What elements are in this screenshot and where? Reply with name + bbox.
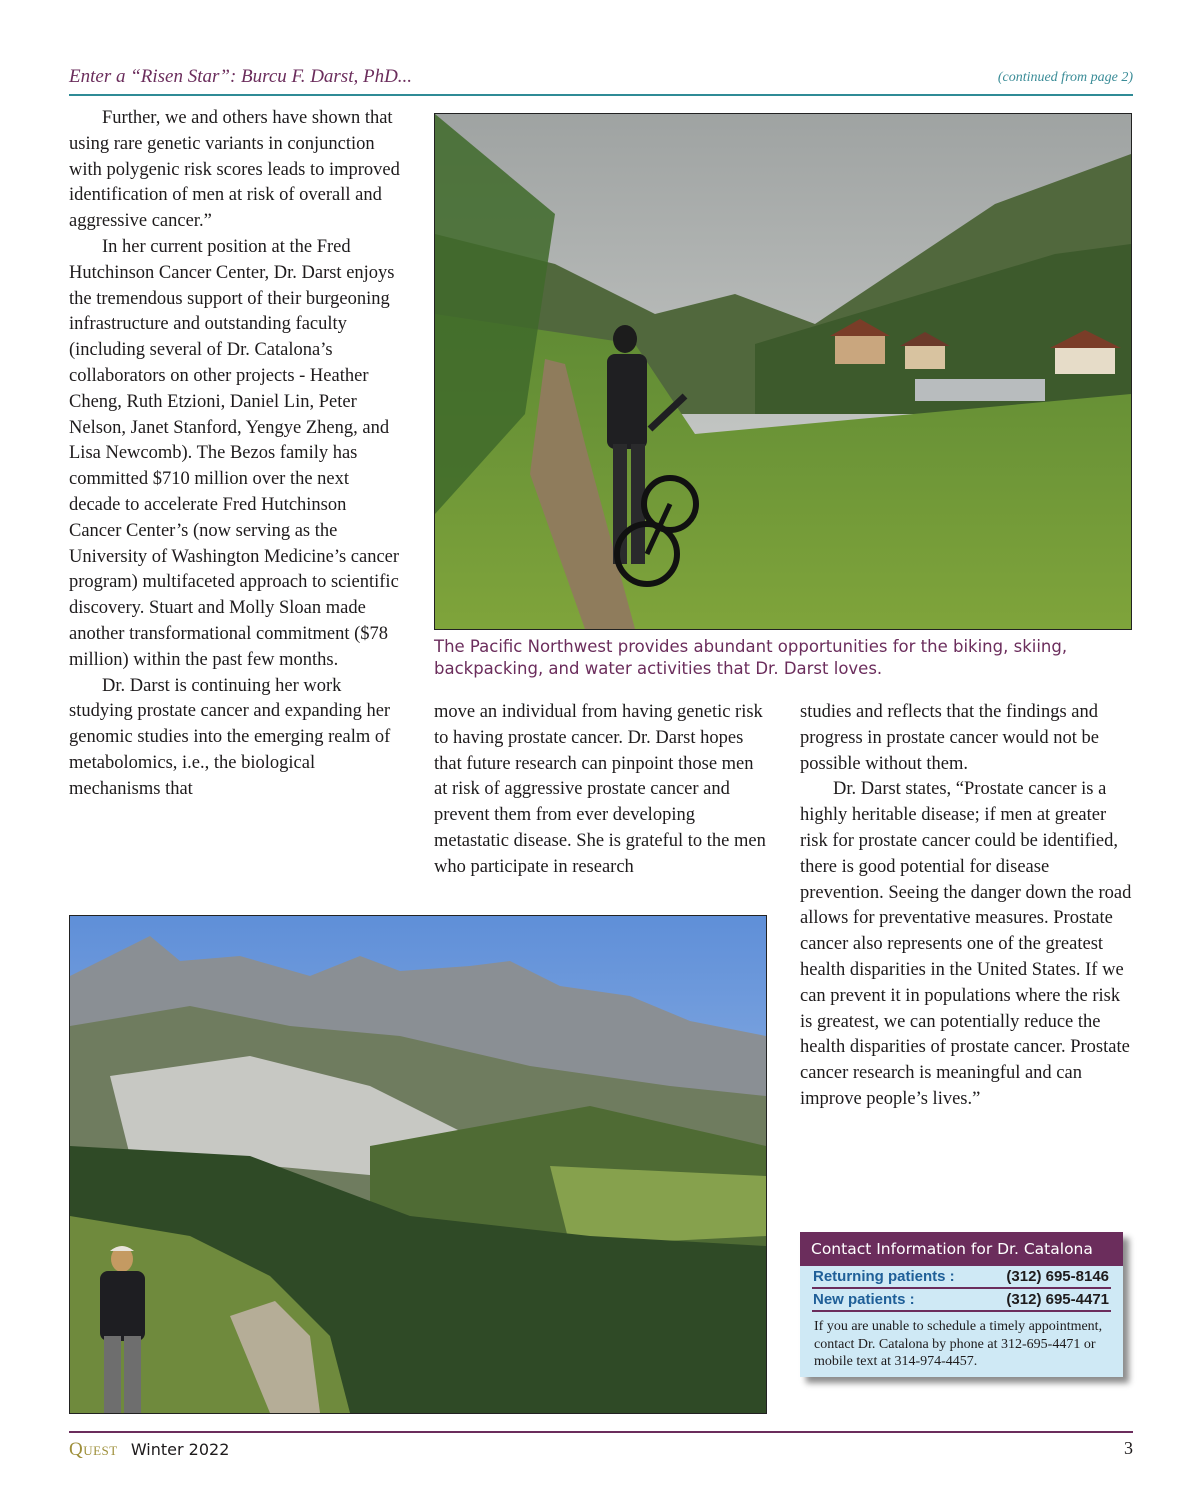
new-patients-label: New patients : [813,1291,915,1308]
paragraph: Dr. Darst states, “Prostate cancer is a highly heritable disease; if men at greater risk for prostate cancer could be identified, there is good potential for disease prevention. Seeing the danger down the road allows for preventative measures. Prostate cancer also represents one of the greatest health disparities in the United States. If we can prevent it in populations where the risk is greatest, we can potentially reduce the health disparities of prostate cancer. Prostate cancer research is meaningful and can improve people’s lives.” [800,779,1132,1109]
contact-info-box [800,1232,1123,1377]
issue-label: Winter 2022 [130,1440,230,1459]
footer-publication [69,1439,229,1461]
paragraph: Further, we and others have shown that using rare genetic variants in conjunction with polygenic risk scores leads to improved identification of men at risk of overall and aggressive cancer.” [69,108,400,232]
page-number: 3 [1124,1438,1133,1458]
returning-patients-phone[interactable]: (312) 695-8146 [1006,1268,1109,1285]
article-column-3 [800,700,1135,1113]
returning-patients-row [812,1266,1111,1289]
hiking-photo [69,915,767,1414]
header-divider [69,94,1133,96]
new-patients-phone[interactable]: (312) 695-4471 [1006,1291,1109,1308]
new-patients-row [812,1289,1111,1312]
photo-caption: The Pacific Northwest provides abundant opportunities for the biking, skiing, backpacking, and water activities that Dr. Darst loves. [434,637,1068,678]
continued-note: (continued from page 2) [997,70,1133,85]
paragraph: Dr. Darst is continuing her work studying prostate cancer and expanding her genomic studies into the emerging realm of metabolomics, i.e., the biological mechanisms that [69,675,391,799]
article-column-2 [434,700,770,881]
paragraph: In her current position at the Fred Hutchinson Cancer Center, Dr. Darst enjoys the tremendous support of their burgeoning infrastructure and outstanding faculty (including several of Dr. Catalona’s collaborators on other projects - Heather Cheng, Ruth Etzioni, Daniel Lin, Peter Nelson, Janet Stanford, Yengye Zheng, and Lisa Newcomb). The Bezos family has committed $710 million over the next decade to accelerate Fred Hutchinson Cancer Center’s (now serving as the University of Washington Medicine’s cancer program) multifaceted approach to scientific discovery. Stuart and Molly Sloan made another transformational commitment ($78 million) within the past few months. [69,236,400,670]
paragraph: studies and reflects that the findings and progress in prostate cancer would not be possible without them. [800,702,1099,774]
paragraph: move an individual from having genetic risk to having prostate cancer. Dr. Darst hopes that future research can pinpoint those men at risk of aggressive prostate cancer and prevent them from ever developing metastatic disease. She is grateful to the men who participate in research [434,702,766,877]
running-header-title: Enter a “Risen Star”: Burcu F. Darst, PhD... [69,66,413,87]
biking-photo [434,113,1132,630]
publication-logo: Quest [69,1439,118,1460]
article-column-1 [69,106,401,803]
contact-note: If you are unable to schedule a timely appointment, contact Dr. Catalona by phone at 312-695-4471 or mobile text at 314-974-4457. [814,1319,1103,1369]
returning-patients-label: Returning patients : [813,1268,955,1285]
contact-heading: Contact Information for Dr. Catalona [800,1232,1123,1266]
footer-divider [69,1431,1133,1433]
